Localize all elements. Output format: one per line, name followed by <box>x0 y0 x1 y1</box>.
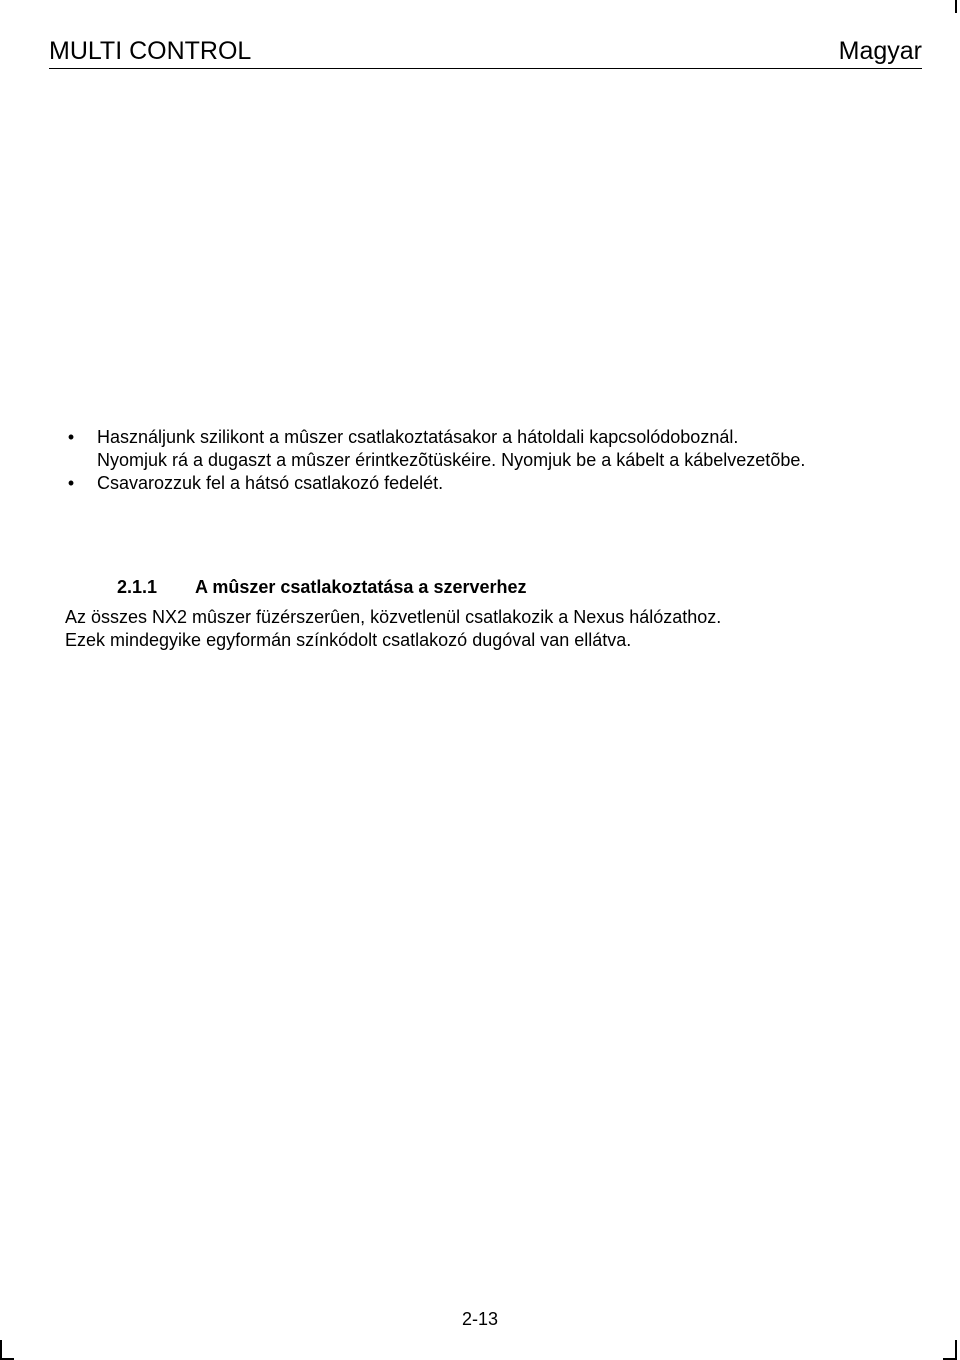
list-item-line: Csavarozzuk fel a hátsó csatlakozó fedelét. <box>97 473 444 493</box>
page-header <box>49 36 922 69</box>
bullet-icon: • <box>67 473 75 493</box>
paragraph-line: Ezek mindegyike egyformán színkódolt csatlakozó dugóval van ellátva. <box>65 630 632 650</box>
instruction-list <box>64 426 924 495</box>
list-item <box>64 472 924 495</box>
document-title: MULTI CONTROL <box>49 37 252 65</box>
list-item-line: Nyomjuk rá a dugaszt a mûszer érintkezõtüskéire. Nyomjuk be a kábelt a kábelvezetõbe. <box>97 450 806 470</box>
bullet-icon: • <box>67 427 75 447</box>
paragraph-line: Az összes NX2 mûszer füzérszerûen, közvetlenül csatlakozik a Nexus hálózathoz. <box>65 607 722 627</box>
section-title: A mûszer csatlakoztatása a szerverhez <box>195 577 527 597</box>
page-number: 2-13 <box>461 1309 499 1329</box>
body-paragraph <box>65 606 925 652</box>
crop-mark-bottom-right-vertical <box>955 1340 957 1360</box>
language-label: Magyar <box>838 37 922 65</box>
crop-mark-top-right <box>955 0 957 13</box>
list-item-continuation <box>64 449 924 472</box>
section-heading <box>117 576 527 598</box>
list-item <box>64 426 924 449</box>
section-number: 2.1.1 <box>117 577 158 597</box>
crop-mark-bottom-left-vertical <box>0 1340 2 1360</box>
list-item-line: Használjunk szilikont a mûszer csatlakoztatásakor a hátoldali kapcsolódoboznál. <box>97 427 739 447</box>
